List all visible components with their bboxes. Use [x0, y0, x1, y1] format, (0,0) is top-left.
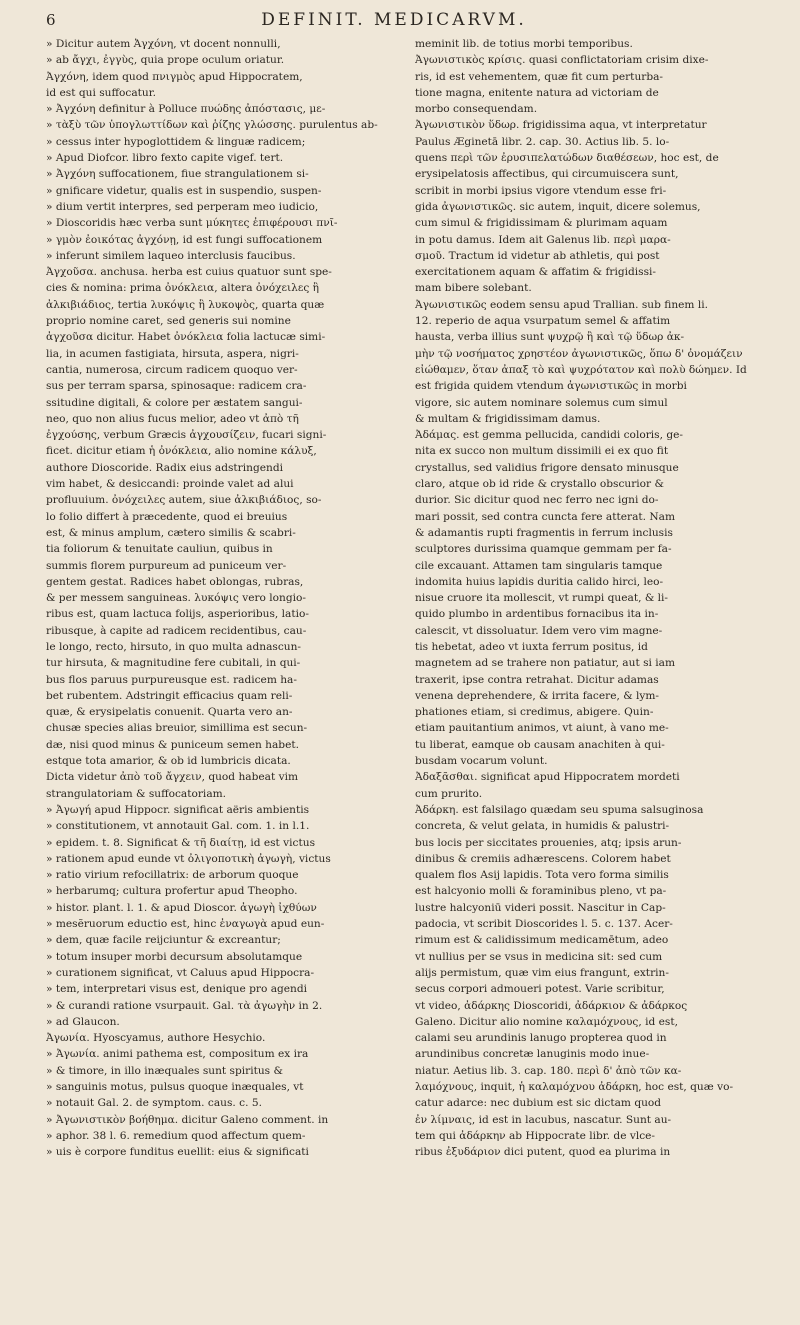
text-line: » notauit Gal. 2. de symptom. caus. c. 5.	[46, 1097, 262, 1110]
text-line: Ἀγωνιστικὸς κρίσις. quasi conflictatoriam crisim dixe-	[415, 54, 709, 67]
text-line: Ἀδάρκη. est falsilago quædam seu spuma salsuginosa	[415, 803, 704, 816]
text-line: » tem, interpretari visus est, denique pro agendi	[46, 983, 308, 996]
text-line: dinibus & cremiis adhærescens. Colorem habet	[415, 852, 671, 865]
text-line: tis hebetat, adeo vt iuxta ferrum positus, id	[415, 640, 648, 653]
text-line: summis florem purpureum ad puniceum ver-	[46, 559, 287, 572]
text-line: & multam & frigidissimam damus.	[415, 412, 601, 425]
text-line: vim habet, & desiccandi: proinde valet ad alui	[46, 478, 294, 491]
text-line: » rationem apud eunde vt ὀλιγοποτικὴ ἀγωγὴ, victus	[46, 852, 331, 865]
text-line: bet rubentem. Adstringit efficacius quam reli-	[46, 689, 293, 702]
text-line: gentem gestat. Radices habet oblongas, rubras,	[46, 575, 304, 588]
text-line: padocia, vt scribit Dioscorides l. 5. c. 137. Acer-	[415, 918, 673, 931]
text-line: id est qui suffocatur.	[46, 86, 156, 99]
text-line: Ἀγωνία. Hyoscyamus, authore Hesychio.	[46, 1032, 266, 1045]
text-line: ficet. dicitur etiam ἡ ὀνόκλεια, alio nomine κάλυξ,	[46, 445, 317, 458]
text-line: profluuium. ὀνόχειλες autem, siue ἀλκιβιάδιος, so-	[46, 494, 322, 507]
text-line: & adamantis rupti fragmentis in ferrum inclusis	[415, 526, 673, 539]
text-line: tia foliorum & tenuitate cauliun, quibus in	[46, 543, 273, 556]
text-line: niatur. Aetius lib. 3. cap. 180. περὶ δ' ἀπὸ τῶν κα-	[415, 1064, 682, 1077]
text-line: » Dioscoridis hæc verba sunt μύκητες ἐπιφέρουσι πνῖ-	[46, 217, 338, 230]
text-line: » Ἀγωγή apud Hippocr. significat aëris ambientis	[46, 803, 310, 816]
text-line: » uis è corpore funditus euellit: eius & significati	[46, 1146, 309, 1159]
text-line: neo, quo non alius fucus melior, adeo vt ἀπὸ τῆ	[46, 412, 299, 425]
text-line: vigore, sic autem nominare solemus cum simul	[415, 396, 668, 409]
text-line: Dicta videtur ἀπὸ τοῦ ἄγχειν, quod habeat vim	[46, 771, 298, 784]
text-line: meminit lib. de totius morbi temporibus.	[415, 38, 633, 50]
text-line: » ab ἄγχι, ἐγγὺς, quia prope oculum oriatur.	[46, 54, 285, 67]
text-line: vt video, ἀδάρκης Dioscoridi, ἀδάρκιον & ἀδάρκος	[415, 999, 688, 1012]
page-number: 6	[46, 11, 56, 29]
text-line: » sanguinis motus, pulsus quoque inæquales, vt	[46, 1081, 304, 1093]
text-line: 12. reperio de aqua vsurpatum semel & affatim	[415, 315, 671, 328]
text-line: » γμὸν ἐοικότας ἀγχόνῃ, id est fungi suffocationem	[46, 233, 323, 246]
text-line: ris, id est vehementem, quæ fit cum perturba-	[415, 70, 664, 83]
text-line: traxerit, ipse contra retrahat. Dicitur adamas	[415, 673, 659, 686]
text-line: morbo consequendam.	[415, 103, 538, 116]
text-line: » Ἀγχόνη definitur à Polluce πυώδης ἀπόστασις, με-	[46, 103, 326, 116]
text-line: » Dicitur autem Ἀγχόνη, vt docent nonnulli,	[46, 38, 281, 50]
text-line: Ἀδάμας. est gemma pellucida, candidi coloris, ge-	[415, 429, 683, 442]
text-line: Ἀγωνιστικὸν ὕδωρ. frigidissima aqua, vt interpretatur	[415, 119, 707, 132]
text-line: ssitudine digitali, & colore per æstatem sangui-	[46, 396, 303, 409]
text-line: » totum insuper morbi decursum absolutamque	[46, 950, 303, 963]
text-line: magnetem ad se trahere non patiatur, aut si iam	[415, 657, 676, 670]
text-line: exercitationem aquam & affatim & frigidissi-	[415, 266, 657, 279]
text-line: ribusque, à capite ad radicem recidentibus, cau-	[46, 624, 307, 637]
text-line: le longo, recto, hirsuto, in quo multa adnascun-	[46, 640, 302, 653]
text-line: quido plumbo in ardentibus fornacibus ita in-	[415, 608, 659, 621]
running-head	[46, 10, 766, 36]
text-line: » Ἀγχόνη suffocationem, fiue strangulationem si-	[46, 168, 309, 181]
text-line: » & curandi ratione vsurpauit. Gal. τὰ ἀγωγὴν in 2.	[46, 999, 323, 1012]
text-line: venena deprehendere, & irrita facere, & lym-	[415, 689, 659, 702]
text-line: » gnificare videtur, qualis est in suspendio, suspen-	[46, 184, 322, 197]
text-line: dæ, nisi quod minus & puniceum semen habet.	[46, 738, 299, 751]
running-title: DEFINIT. MEDICARVM.	[261, 10, 527, 30]
text-line: » Apud Diofcor. libro fexto capite vigef. tert.	[46, 152, 284, 165]
text-line: tu liberat, eamque ob causam anachiten à qui-	[415, 738, 665, 751]
text-line: » constitutionem, vt annotauit Gal. com. 1. in l.1.	[46, 820, 310, 833]
text-line: cies & nomina: prima ὀνόκλεια, altera ὀνόχειλες ἢ	[46, 282, 320, 295]
left-column	[46, 36, 397, 1160]
text-line: λαμόχνους, inquit, ἡ καλαμόχνου ἀδάρκη, hoc est, quæ vo-	[415, 1081, 734, 1093]
text-line: » epidem. t. 8. Significat & τῆ διαίτῃ, id est victus	[46, 836, 316, 849]
text-line: ἀλκιβιάδιος, tertia λυκόψις ἢ λυκοψὸς, quarta quæ	[46, 298, 325, 311]
text-line: » dem, quæ facile reijciuntur & excreantur;	[46, 934, 281, 947]
text-line: erysipelatosis affectibus, qui circumuiscera sunt,	[415, 168, 679, 181]
text-line: » curationem significat, vt Caluus apud Hippocra-	[46, 966, 315, 979]
text-line: ἐν λίμναις, id est in lacubus, nascatur. Sunt au-	[415, 1113, 672, 1126]
text-line: tur hirsuta, & magnitudine fere cubitali, in qui-	[46, 657, 301, 670]
text-line: hausta, verba illius sunt ψυχρῷ ἢ καὶ τῷ ὕδωρ ἀκ-	[415, 331, 685, 344]
text-line: » dium vertit interpres, sed perperam meo iudicio,	[46, 200, 319, 213]
text-line: » Ἀγωνία. animi pathema est, compositum ex ira	[46, 1048, 309, 1061]
text-line: quens περὶ τῶν ἐρυσιπελατώδων διαθέσεων, hoc est, de	[415, 152, 719, 165]
text-line: scribit in morbi ipsius vigore vtendum esse fri-	[415, 184, 667, 197]
text-line: μὴν τῷ νοσήματος χρηστέον ἀγωνιστικῶς, ὅπω δ' ὀνομάζειν	[415, 347, 743, 360]
text-line: » & timore, in illo inæquales sunt spiritus &	[46, 1064, 283, 1077]
text-line: bus locis per siccitates prouenies, atq; ipsis arun-	[415, 836, 682, 849]
text-line: claro, atque ob id ride & crystallo obscurior &	[415, 478, 664, 491]
text-line: cantia, numerosa, circum radicem quoquo ver-	[46, 363, 298, 376]
text-line: Ἀδαξᾶσθαι. significat apud Hippocratem mordeti	[415, 771, 680, 784]
text-line: εἰώθαμεν, ὅταν ἀπαξ τὸ καὶ ψυχρότατον καὶ πολὺ δώημεν. Id	[415, 363, 747, 376]
text-line: ribus ἐξυδάριον dici putent, quod ea plurima in	[415, 1146, 671, 1159]
text-line: secus corpori admoueri potest. Varie scribitur,	[415, 983, 665, 996]
text-line: lo folio differt à præcedente, quod ei breuius	[46, 510, 288, 523]
text-line: chusæ species alias breuior, simillima est secun-	[46, 722, 308, 735]
text-line: Ἀγωνιστικῶς eodem sensu apud Trallian. sub finem li.	[415, 298, 708, 311]
text-line: ribus est, quam lactuca folijs, asperioribus, latio-	[46, 608, 309, 621]
text-line: alijs permistum, quæ vim eius frangunt, extrin-	[415, 966, 669, 979]
text-line: & per messem sanguineas. λυκόψις vero longio-	[46, 592, 306, 605]
text-line: ἀγχοῦσα dicitur. Habet ὀνόκλεια folia lactucæ simi-	[46, 331, 326, 344]
text-line: catur adarce: nec dubium est sic dictam quod	[415, 1097, 662, 1110]
text-line: tem qui ἀδάρκην ab Hippocrate libr. de vlce-	[415, 1129, 655, 1142]
text-line: mari possit, sed contra cuncta fere atterat. Nam	[415, 510, 676, 523]
text-line: » τὰξὺ τῶν ὑπογλωττίδων καὶ ῥίζης γλώσσης. purulentus ab-	[46, 119, 378, 132]
text-line: arundinibus concretæ lanuginis modo inue-	[415, 1048, 650, 1061]
text-line: lustre halcyoniū videri possit. Nascitur in Cap-	[415, 901, 666, 914]
text-line: » Ἀγωνιστικὸν βοήθημα. dicitur Galeno comment. in	[46, 1113, 329, 1126]
text-line: est halcyonio molli & foraminibus pleno, vt pa-	[415, 885, 667, 898]
text-line: mam bibere solebant.	[415, 282, 532, 295]
text-line: bus flos paruus purpureusque est. radicem ha-	[46, 673, 297, 686]
text-line: strangulatoriam & suffocatoriam.	[46, 787, 227, 800]
text-line: ἐγχούσης, verbum Græcis ἀγχουσίζειν, fucari signi-	[46, 429, 327, 442]
text-line: calescit, vt dissoluatur. Idem vero vim magne-	[415, 624, 663, 637]
text-line: tione magna, enitente natura ad victoriam de	[415, 86, 659, 99]
text-line: calami seu arundinis lanugo propterea quod in	[415, 1032, 667, 1045]
right-column	[415, 36, 766, 1160]
text-line: est, & minus amplum, cætero similis & scabri-	[46, 526, 296, 539]
text-line: quæ, & erysipelatis conuenit. Quarta vero an-	[46, 706, 293, 719]
text-line: estque tota amarior, & ob id lumbricis dicata.	[46, 755, 291, 768]
text-line: crystallus, sed validius frigore densato minusque	[415, 461, 679, 474]
text-line: est frigida quidem vtendum ἀγωνιστικῶς in morbi	[415, 380, 687, 393]
text-line: » herbarumq; cultura profertur apud Theopho.	[46, 885, 298, 898]
text-line: cile excauant. Attamen tam singularis tamque	[415, 559, 663, 572]
text-line: rimum est & calidissimum medicamētum, adeo	[415, 934, 669, 947]
text-line: Galeno. Dicitur alio nomine καλαμόχνους, id est,	[415, 1015, 678, 1028]
text-line: concreta, & velut gelata, in humidis & palustri-	[415, 820, 670, 833]
text-line: in potu damus. Idem ait Galenus lib. περὶ μαρα-	[415, 233, 671, 246]
text-line: indomita huius lapidis duritia calido hirci, leo-	[415, 575, 664, 588]
text-line: durior. Sic dicitur quod nec ferro nec igni do-	[415, 494, 659, 507]
text-line: cum prurito.	[415, 787, 483, 800]
text-line: σμοῦ. Tractum id videtur ab athletis, qui post	[415, 249, 660, 262]
text-line: nisue cruore ita mollescit, vt rumpi queat, & li-	[415, 592, 668, 605]
text-line: lia, in acumen fastigiata, hirsuta, aspera, nigri-	[46, 347, 299, 360]
text-line: » aphor. 38 l. 6. remedium quod affectum quem-	[46, 1129, 306, 1142]
text-line: Ἀγχόνη, idem quod πνιγμὸς apud Hippocratem,	[46, 70, 303, 83]
text-line: busdam vocarum volunt.	[415, 755, 548, 768]
text-line: » inferunt similem laqueo interclusis faucibus.	[46, 249, 296, 262]
text-line: authore Dioscoride. Radix eius adstringendi	[46, 461, 283, 474]
text-line: phationes etiam, si credimus, abigere. Quin-	[415, 706, 654, 719]
text-line: sus per terram sparsa, spinosaque: radicem cra-	[46, 380, 307, 393]
text-line: nita ex succo non multum dissimili ei ex quo fit	[415, 445, 669, 458]
text-columns	[46, 36, 766, 1160]
text-line: vt nullius per se vsus in medicina sit: sed cum	[415, 950, 663, 963]
text-line: gida ἀγωνιστικῶς. sic autem, inquit, dicere solemus,	[415, 200, 701, 213]
text-line: » ratio virium refocillatrix: de arborum quoque	[46, 869, 299, 882]
text-line: Paulus Æginetā libr. 2. cap. 30. Actius lib. 5. lo-	[415, 135, 670, 148]
text-line: » ad Glaucon.	[46, 1015, 120, 1028]
text-line: etiam pauitantium animos, vt aiunt, à vano me-	[415, 722, 669, 735]
text-line: cum simul & frigidissimam & plurimam aquam	[415, 217, 668, 230]
text-line: » histor. plant. l. 1. & apud Dioscor. ἀγωγὴ ἰχθύων	[46, 901, 317, 914]
text-line: sculptores durissima quamque gemmam per fa-	[415, 543, 672, 556]
text-line: qualem flos Asij lapidis. Tota vero forma similis	[415, 869, 669, 882]
text-line: proprio nomine caret, sed generis sui nomine	[46, 315, 291, 328]
text-line: » cessus inter hypoglottidem & linguæ radicem;	[46, 135, 306, 148]
text-line: » mesẽruorum eductio est, hinc ἐναγωγὰ apud eun-	[46, 918, 325, 931]
text-line: Ἀγχοῦσα. anchusa. herba est cuius quatuor sunt spe-	[46, 266, 332, 279]
